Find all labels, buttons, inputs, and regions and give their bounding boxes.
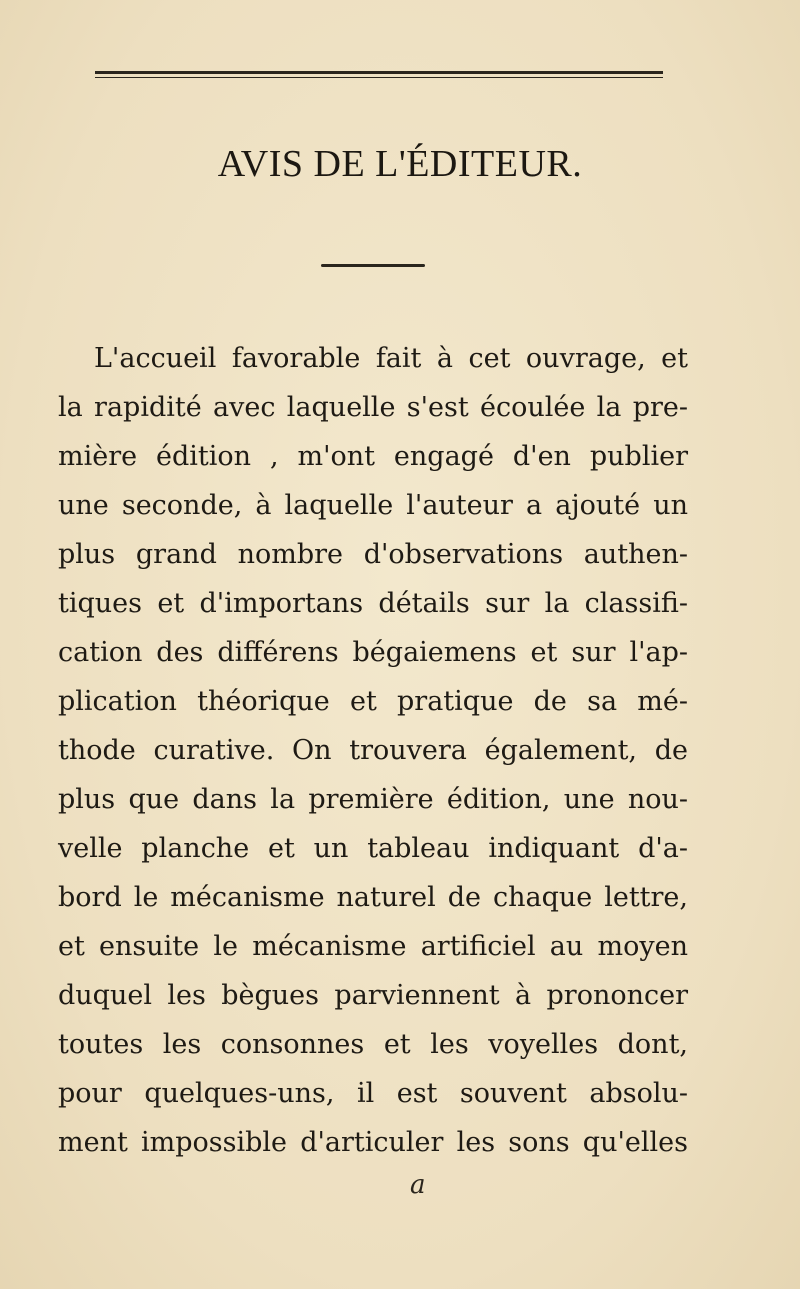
body-line: et ensuite le mécanisme artificiel au moyen (58, 931, 688, 962)
body-line: duquel les bègues parviennent à prononcer (58, 980, 688, 1011)
body-line: pour quelques-uns, il est souvent absolu- (58, 1078, 688, 1109)
body-line: velle planche et un tableau indiquant d'a- (58, 833, 688, 864)
body-line: bord le mécanisme naturel de chaque lettre, (58, 882, 688, 913)
body-line: cation des différens bégaiemens et sur l'ap- (58, 637, 688, 668)
body-line: mière édition , m'ont engagé d'en publier (58, 441, 688, 472)
page-heading: AVIS DE L'ÉDITEUR. (217, 143, 583, 185)
body-line: plus grand nombre d'observations authen- (58, 539, 688, 570)
body-line: toutes les consonnes et les voyelles dont, (58, 1029, 688, 1060)
body-line: thode curative. On trouvera également, de (58, 735, 688, 766)
top-rule-thick (95, 71, 663, 74)
body-line: L'accueil favorable fait à cet ouvrage, et (94, 343, 688, 374)
body-line: tiques et d'importans détails sur la classifi- (58, 588, 688, 619)
heading-divider (321, 264, 425, 267)
top-rule-thin (95, 77, 663, 78)
signature-mark: a (410, 1170, 426, 1200)
body-line: ment impossible d'articuler les sons qu'elles (58, 1127, 688, 1158)
body-line: une seconde, à laquelle l'auteur a ajouté un (58, 490, 688, 521)
body-line: la rapidité avec laquelle s'est écoulée la pre- (58, 392, 688, 423)
body-line: plication théorique et pratique de sa mé- (58, 686, 688, 717)
body-line: plus que dans la première édition, une nou- (58, 784, 688, 815)
